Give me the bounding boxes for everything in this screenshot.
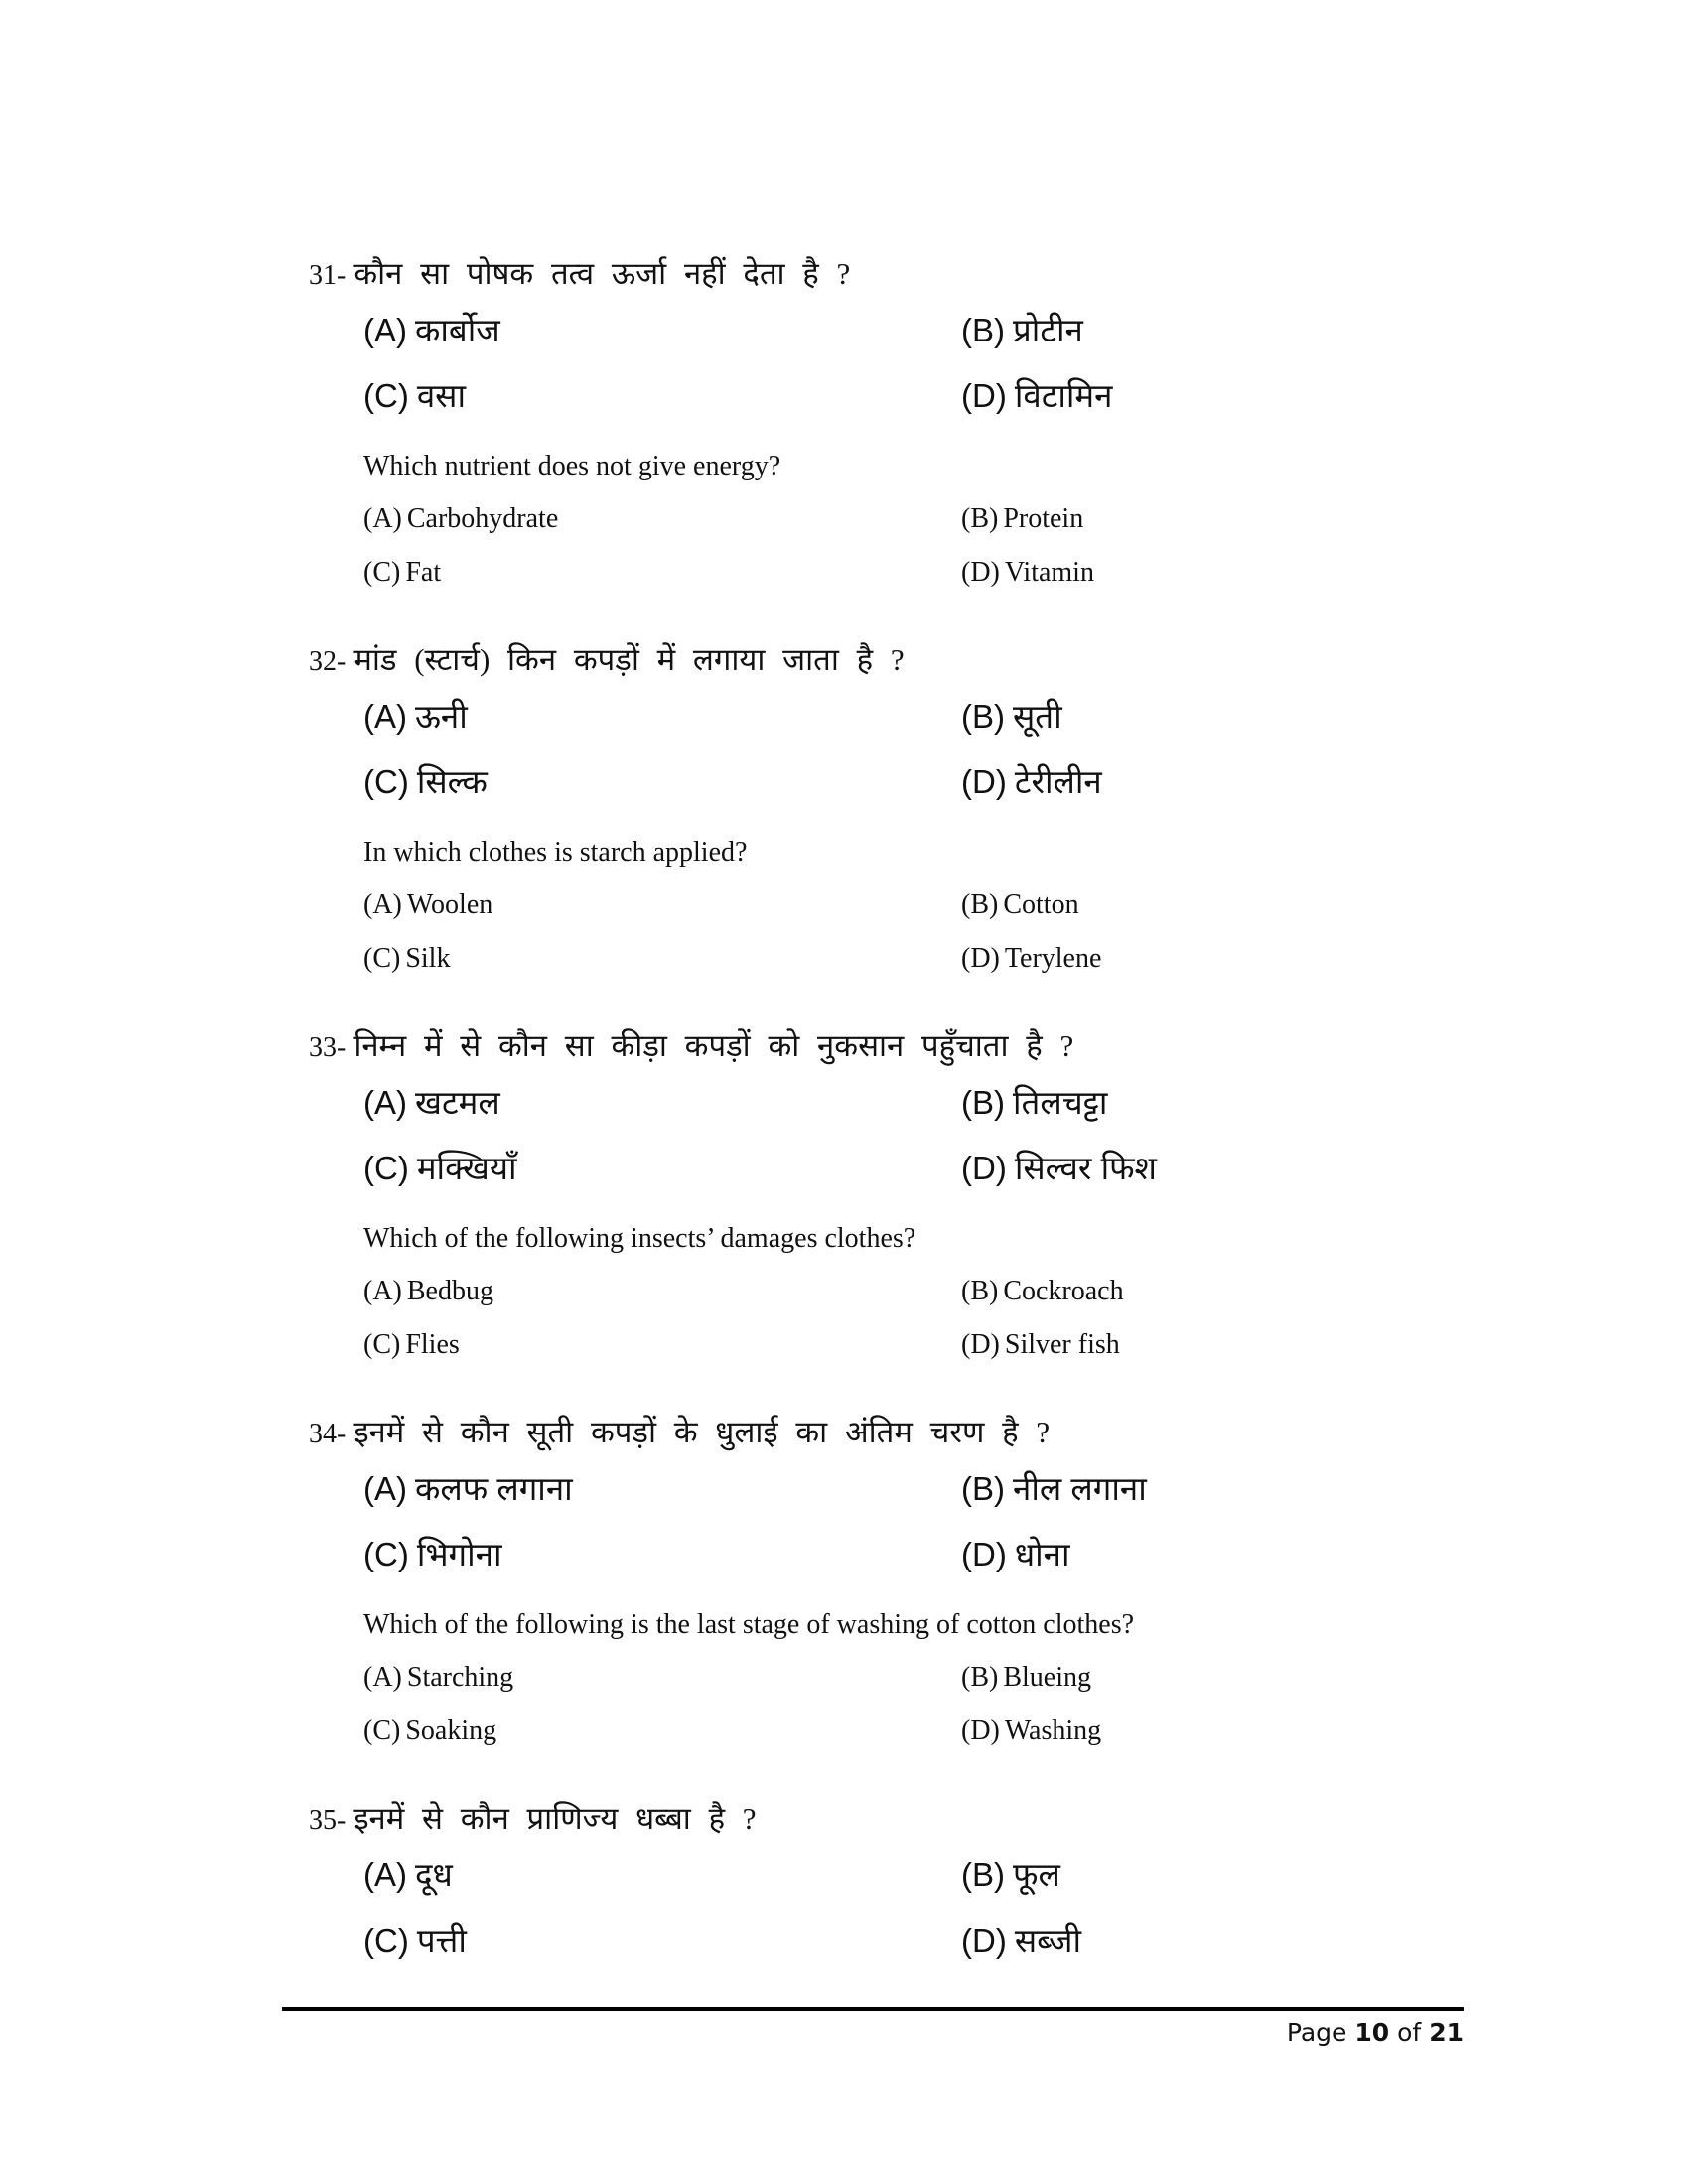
option-label: (B): [961, 1662, 999, 1693]
of-word: of: [1397, 2018, 1422, 2047]
option-d-hindi: [961, 1534, 1070, 1575]
option-text: भिगोना: [416, 1536, 502, 1572]
option-text: सिल्क: [416, 763, 488, 800]
option-text: Blueing: [1003, 1662, 1091, 1693]
option-label: (D): [961, 1329, 1000, 1360]
option-label: (C): [363, 943, 401, 974]
question-number: 33-: [309, 1032, 347, 1063]
current-page: 10: [1354, 2018, 1390, 2047]
option-c-english: [363, 1713, 496, 1749]
option-text: नील लगाना: [1013, 1470, 1147, 1507]
question-hindi: [309, 640, 905, 682]
option-a-english: [363, 1274, 493, 1309]
option-a-hindi: [363, 1854, 453, 1896]
option-label: (D): [961, 763, 1007, 800]
option-text: Terylene: [1004, 943, 1102, 974]
option-text: Carbohydrate: [406, 503, 559, 534]
option-text: टेरीलीन: [1014, 763, 1102, 800]
page-word: Page: [1286, 2018, 1347, 2047]
option-text: फूल: [1013, 1856, 1060, 1893]
question-number: 31-: [309, 260, 347, 291]
option-b-hindi: [961, 1468, 1147, 1510]
footer-divider: [282, 2007, 1464, 2011]
option-b-hindi: [961, 1082, 1107, 1124]
option-c-english: [363, 1327, 460, 1363]
option-text: Starching: [406, 1662, 514, 1693]
option-text: Bedbug: [406, 1276, 493, 1306]
option-text: Cotton: [1003, 889, 1079, 920]
option-label: (D): [961, 1922, 1007, 1959]
option-c-hindi: [363, 1148, 517, 1189]
question-number: 34-: [309, 1419, 347, 1449]
option-b-english: [961, 887, 1079, 923]
option-label: (D): [961, 1536, 1007, 1572]
question-text-hindi: कौन सा पोषक तत्व ऊर्जा नहीं देता है ?: [353, 256, 851, 291]
option-label: (B): [961, 1276, 999, 1306]
option-label: (A): [363, 312, 407, 348]
option-text: ऊनी: [415, 698, 468, 735]
option-label: (B): [961, 312, 1005, 348]
question-number: 32-: [309, 646, 347, 677]
question-hindi: [309, 1413, 1050, 1454]
option-text: Silk: [405, 943, 451, 974]
question-text-hindi: इनमें से कौन प्राणिज्य धब्बा है ?: [353, 1801, 757, 1836]
option-text: Woolen: [406, 889, 493, 920]
option-label: (D): [961, 557, 1000, 588]
option-label: (C): [363, 1922, 409, 1959]
option-a-english: [363, 501, 558, 537]
option-text: सूती: [1013, 698, 1062, 735]
option-c-hindi: [363, 375, 466, 417]
option-label: (D): [961, 1150, 1007, 1186]
option-text: Soaking: [405, 1715, 497, 1746]
question-31: [0, 256, 1688, 617]
option-label: (A): [363, 503, 402, 534]
option-a-hindi: [363, 1082, 500, 1124]
option-text: कार्बोज: [415, 312, 500, 348]
option-label: (B): [961, 698, 1005, 735]
option-label: (B): [961, 1084, 1005, 1121]
option-c-english: [363, 941, 450, 977]
question-34: [0, 1415, 1688, 1776]
question-text-english: In which clothes is starch applied?: [363, 837, 748, 868]
option-text: सिल्वर फिश: [1014, 1150, 1157, 1186]
option-c-hindi: [363, 1534, 502, 1575]
option-label: (A): [363, 1662, 402, 1693]
option-a-hindi: [363, 696, 468, 738]
option-text: सब्जी: [1014, 1922, 1082, 1959]
option-d-english: [961, 1327, 1120, 1363]
option-b-english: [961, 1274, 1124, 1309]
question-hindi: [309, 1026, 1073, 1068]
option-a-english: [363, 887, 492, 923]
option-text: Cockroach: [1003, 1276, 1124, 1306]
option-label: (A): [363, 889, 402, 920]
question-text-english: Which of the following is the last stage of washing of cotton clothes?: [363, 1609, 1135, 1640]
question-text-english: Which nutrient does not give energy?: [363, 451, 781, 481]
option-label: (A): [363, 698, 407, 735]
option-d-english: [961, 941, 1101, 977]
question-text-hindi: इनमें से कौन सूती कपड़ों के धुलाई का अंतिम चरण है ?: [353, 1415, 1051, 1449]
option-label: (D): [961, 1715, 1000, 1746]
option-c-hindi: [363, 1920, 467, 1962]
option-text: Silver fish: [1004, 1329, 1120, 1360]
option-text: खटमल: [415, 1084, 500, 1121]
option-label: (C): [363, 557, 401, 588]
question-33: [0, 1028, 1688, 1390]
option-label: (C): [363, 1329, 401, 1360]
option-d-english: [961, 1713, 1101, 1749]
question-text-hindi: मांड (स्टार्च) किन कपड़ों में लगाया जाता है ?: [353, 642, 905, 677]
option-a-english: [363, 1660, 513, 1696]
option-text: धोना: [1014, 1536, 1070, 1572]
option-text: Washing: [1004, 1715, 1102, 1746]
option-label: (C): [363, 763, 409, 800]
option-text: Vitamin: [1004, 557, 1094, 588]
option-text: विटामिन: [1014, 377, 1113, 414]
option-b-english: [961, 1660, 1091, 1696]
option-text: Protein: [1003, 503, 1084, 534]
option-b-hindi: [961, 310, 1083, 351]
option-a-hindi: [363, 1468, 573, 1510]
option-a-hindi: [363, 310, 500, 351]
option-label: (C): [363, 1715, 401, 1746]
option-label: (C): [363, 1150, 409, 1186]
option-b-hindi: [961, 696, 1062, 738]
option-text: तिलचट्टा: [1013, 1084, 1108, 1121]
option-label: (B): [961, 1470, 1005, 1507]
option-text: प्रोटीन: [1013, 312, 1083, 348]
option-label: (C): [363, 1536, 409, 1572]
option-label: (B): [961, 889, 999, 920]
option-d-hindi: [961, 761, 1102, 803]
option-b-english: [961, 501, 1083, 537]
question-35: [0, 1801, 1688, 2162]
question-number: 35-: [309, 1805, 347, 1836]
option-text: कलफ लगाना: [415, 1470, 573, 1507]
option-text: पत्ती: [416, 1922, 467, 1959]
option-text: Fat: [405, 557, 442, 588]
option-text: दूध: [415, 1856, 453, 1893]
option-d-hindi: [961, 1920, 1081, 1962]
option-label: (A): [363, 1084, 407, 1121]
option-label: (A): [363, 1470, 407, 1507]
question-text-hindi: निम्न में से कौन सा कीड़ा कपड़ों को नुकसान पहुँचाता है ?: [353, 1028, 1074, 1063]
option-d-english: [961, 555, 1094, 591]
option-label: (A): [363, 1276, 402, 1306]
option-text: वसा: [416, 377, 467, 414]
option-text: Flies: [405, 1329, 460, 1360]
option-label: (D): [961, 377, 1007, 414]
option-c-english: [363, 555, 441, 591]
option-label: (B): [961, 503, 999, 534]
option-b-hindi: [961, 1854, 1060, 1896]
total-pages: 21: [1429, 2018, 1464, 2047]
option-label: (D): [961, 943, 1000, 974]
page-number: [1287, 2016, 1464, 2050]
question-32: [0, 642, 1688, 1004]
question-hindi: [309, 1799, 757, 1841]
question-hindi: [309, 254, 850, 296]
question-text-english: Which of the following insects’ damages clothes?: [363, 1223, 916, 1254]
option-label: (A): [363, 1856, 407, 1893]
option-text: मक्खियाँ: [416, 1150, 517, 1186]
option-d-hindi: [961, 1148, 1157, 1189]
option-c-hindi: [363, 761, 488, 803]
option-d-hindi: [961, 375, 1112, 417]
option-label: (C): [363, 377, 409, 414]
option-label: (B): [961, 1856, 1005, 1893]
